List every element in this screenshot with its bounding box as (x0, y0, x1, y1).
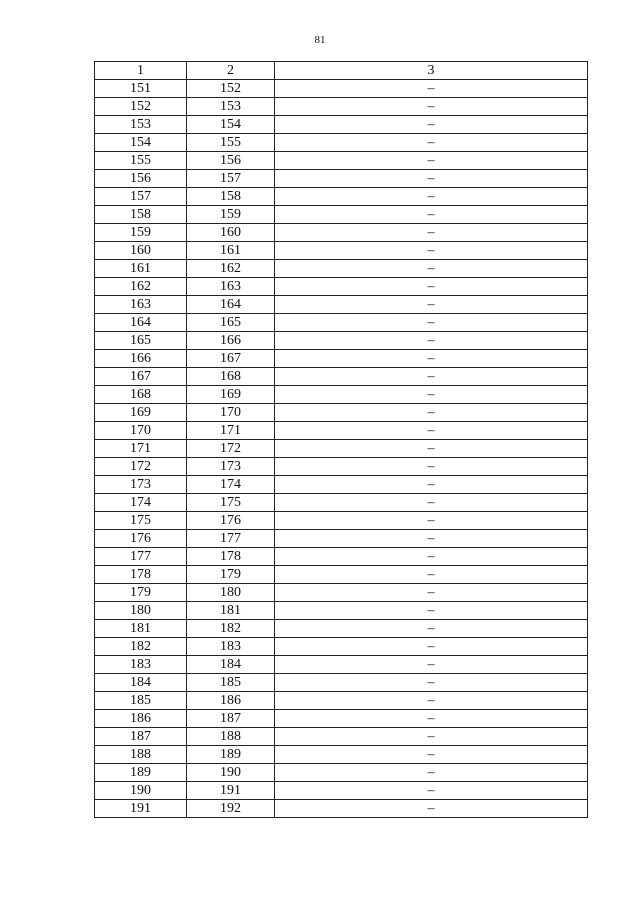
table-cell-col-2: 152 (187, 80, 275, 98)
table-cell-col-1: 190 (95, 782, 187, 800)
table-row (95, 800, 588, 818)
data-table (94, 61, 588, 818)
table-cell-col-2: 158 (187, 188, 275, 206)
table-cell-col-1: 153 (95, 116, 187, 134)
table-row (95, 332, 588, 350)
table-cell-col-3: – (275, 278, 588, 296)
table-row (95, 746, 588, 764)
table-cell-col-2: 178 (187, 548, 275, 566)
table-row (95, 692, 588, 710)
table-cell-col-1: 156 (95, 170, 187, 188)
table-cell-col-3: – (275, 242, 588, 260)
table-cell-col-1: 157 (95, 188, 187, 206)
table-cell-col-2: 159 (187, 206, 275, 224)
table-cell-col-2: 155 (187, 134, 275, 152)
table-cell-col-2: 154 (187, 116, 275, 134)
table-cell-col-2: 184 (187, 656, 275, 674)
page-number: 81 (314, 34, 326, 46)
table-cell-col-2: 179 (187, 566, 275, 584)
table-cell-col-3: – (275, 314, 588, 332)
table-cell-col-1: 187 (95, 728, 187, 746)
table-row (95, 620, 588, 638)
table-cell-col-3: – (275, 764, 588, 782)
table-row (95, 206, 588, 224)
table-cell-col-1: 176 (95, 530, 187, 548)
table-row (95, 134, 588, 152)
table-cell-col-1: 171 (95, 440, 187, 458)
table-cell-col-3: – (275, 134, 588, 152)
table-cell-col-1: 164 (95, 314, 187, 332)
table-cell-col-1: 186 (95, 710, 187, 728)
table-row (95, 224, 588, 242)
table-row (95, 260, 588, 278)
table-row (95, 548, 588, 566)
table-cell-col-2: 180 (187, 584, 275, 602)
table-cell-col-1: 173 (95, 476, 187, 494)
table-cell-col-1: 167 (95, 368, 187, 386)
table-cell-col-2: 163 (187, 278, 275, 296)
table-row (95, 710, 588, 728)
table-row (95, 80, 588, 98)
table-row (95, 116, 588, 134)
table-cell-col-1: 188 (95, 746, 187, 764)
table-cell-col-1: 169 (95, 404, 187, 422)
table-cell-col-1: 158 (95, 206, 187, 224)
table-cell-col-2: 171 (187, 422, 275, 440)
table-cell-col-1: 185 (95, 692, 187, 710)
table-cell-col-2: 157 (187, 170, 275, 188)
table-cell-col-2: 156 (187, 152, 275, 170)
table-cell-col-1: 182 (95, 638, 187, 656)
table-cell-col-1: 177 (95, 548, 187, 566)
table-cell-col-2: 173 (187, 458, 275, 476)
table-cell-col-1: 166 (95, 350, 187, 368)
table-row (95, 512, 588, 530)
table-row (95, 440, 588, 458)
table-cell-col-1: 151 (95, 80, 187, 98)
table-cell-col-2: 174 (187, 476, 275, 494)
table-cell-col-3: – (275, 296, 588, 314)
table-cell-col-1: 159 (95, 224, 187, 242)
table-row (95, 386, 588, 404)
table-cell-col-2: 162 (187, 260, 275, 278)
table-row (95, 782, 588, 800)
table-cell-col-3: – (275, 728, 588, 746)
table-cell-col-3: – (275, 476, 588, 494)
table-cell-col-1: 168 (95, 386, 187, 404)
table-cell-col-3: – (275, 710, 588, 728)
table-cell-col-3: – (275, 512, 588, 530)
table-cell-col-2: 166 (187, 332, 275, 350)
column-header-2: 2 (187, 62, 275, 80)
table-row (95, 728, 588, 746)
table-row (95, 404, 588, 422)
table-cell-col-3: – (275, 638, 588, 656)
table-cell-col-2: 170 (187, 404, 275, 422)
table-cell-col-2: 188 (187, 728, 275, 746)
table-row (95, 278, 588, 296)
table-cell-col-2: 181 (187, 602, 275, 620)
table-cell-col-3: – (275, 116, 588, 134)
table-cell-col-3: – (275, 368, 588, 386)
table-cell-col-1: 174 (95, 494, 187, 512)
table-row (95, 530, 588, 548)
table-cell-col-3: – (275, 206, 588, 224)
table-row (95, 296, 588, 314)
table-row (95, 188, 588, 206)
table-cell-col-1: 191 (95, 800, 187, 818)
table-row (95, 422, 588, 440)
table-cell-col-2: 190 (187, 764, 275, 782)
table-cell-col-2: 176 (187, 512, 275, 530)
table-cell-col-2: 169 (187, 386, 275, 404)
table-row (95, 152, 588, 170)
table-cell-col-1: 189 (95, 764, 187, 782)
table-cell-col-3: – (275, 98, 588, 116)
table-cell-col-1: 181 (95, 620, 187, 638)
table-row (95, 242, 588, 260)
column-header-3: 3 (275, 62, 588, 80)
table-cell-col-1: 180 (95, 602, 187, 620)
table-cell-col-2: 161 (187, 242, 275, 260)
table-row (95, 476, 588, 494)
table-cell-col-1: 184 (95, 674, 187, 692)
table-cell-col-2: 167 (187, 350, 275, 368)
table-cell-col-3: – (275, 422, 588, 440)
table-cell-col-1: 162 (95, 278, 187, 296)
table-cell-col-3: – (275, 260, 588, 278)
table-cell-col-2: 191 (187, 782, 275, 800)
table-cell-col-2: 185 (187, 674, 275, 692)
table-cell-col-3: – (275, 404, 588, 422)
table-cell-col-3: – (275, 80, 588, 98)
table-cell-col-3: – (275, 530, 588, 548)
table-cell-col-2: 187 (187, 710, 275, 728)
table-row (95, 170, 588, 188)
table-cell-col-3: – (275, 458, 588, 476)
table-cell-col-3: – (275, 800, 588, 818)
table-cell-col-1: 152 (95, 98, 187, 116)
table-cell-col-3: – (275, 746, 588, 764)
table-cell-col-3: – (275, 440, 588, 458)
table-row (95, 98, 588, 116)
table-row (95, 350, 588, 368)
table-header-row (95, 62, 588, 80)
table-cell-col-3: – (275, 386, 588, 404)
table-cell-col-2: 177 (187, 530, 275, 548)
table-cell-col-3: – (275, 566, 588, 584)
table-cell-col-3: – (275, 224, 588, 242)
table-cell-col-1: 160 (95, 242, 187, 260)
table-cell-col-2: 153 (187, 98, 275, 116)
table-cell-col-2: 182 (187, 620, 275, 638)
table-row (95, 674, 588, 692)
column-header-1: 1 (95, 62, 187, 80)
table-cell-col-3: – (275, 548, 588, 566)
table-cell-col-2: 175 (187, 494, 275, 512)
table-row (95, 602, 588, 620)
table-cell-col-1: 163 (95, 296, 187, 314)
table-cell-col-3: – (275, 332, 588, 350)
table-cell-col-1: 178 (95, 566, 187, 584)
table-cell-col-3: – (275, 170, 588, 188)
table-row (95, 368, 588, 386)
table-cell-col-2: 165 (187, 314, 275, 332)
table-cell-col-3: – (275, 602, 588, 620)
table-cell-col-3: – (275, 692, 588, 710)
table-cell-col-1: 170 (95, 422, 187, 440)
table-cell-col-3: – (275, 494, 588, 512)
table-cell-col-3: – (275, 188, 588, 206)
table-row (95, 494, 588, 512)
table-row (95, 584, 588, 602)
table-row (95, 458, 588, 476)
table-row (95, 656, 588, 674)
table-cell-col-2: 164 (187, 296, 275, 314)
table-cell-col-3: – (275, 584, 588, 602)
table-cell-col-1: 154 (95, 134, 187, 152)
table-cell-col-3: – (275, 674, 588, 692)
table-cell-col-2: 160 (187, 224, 275, 242)
table-cell-col-1: 172 (95, 458, 187, 476)
table-cell-col-1: 179 (95, 584, 187, 602)
table-cell-col-2: 168 (187, 368, 275, 386)
table-body (95, 80, 588, 818)
table-cell-col-1: 165 (95, 332, 187, 350)
table-cell-col-3: – (275, 782, 588, 800)
table-cell-col-2: 183 (187, 638, 275, 656)
table-cell-col-1: 175 (95, 512, 187, 530)
table-cell-col-2: 189 (187, 746, 275, 764)
table-cell-col-3: – (275, 152, 588, 170)
table-cell-col-2: 192 (187, 800, 275, 818)
table-row (95, 638, 588, 656)
table-cell-col-2: 172 (187, 440, 275, 458)
table-cell-col-2: 186 (187, 692, 275, 710)
table-cell-col-1: 161 (95, 260, 187, 278)
table-cell-col-1: 183 (95, 656, 187, 674)
table-row (95, 566, 588, 584)
table-cell-col-1: 155 (95, 152, 187, 170)
table-cell-col-3: – (275, 350, 588, 368)
table-cell-col-3: – (275, 656, 588, 674)
table-cell-col-3: – (275, 620, 588, 638)
table-row (95, 764, 588, 782)
table-row (95, 314, 588, 332)
